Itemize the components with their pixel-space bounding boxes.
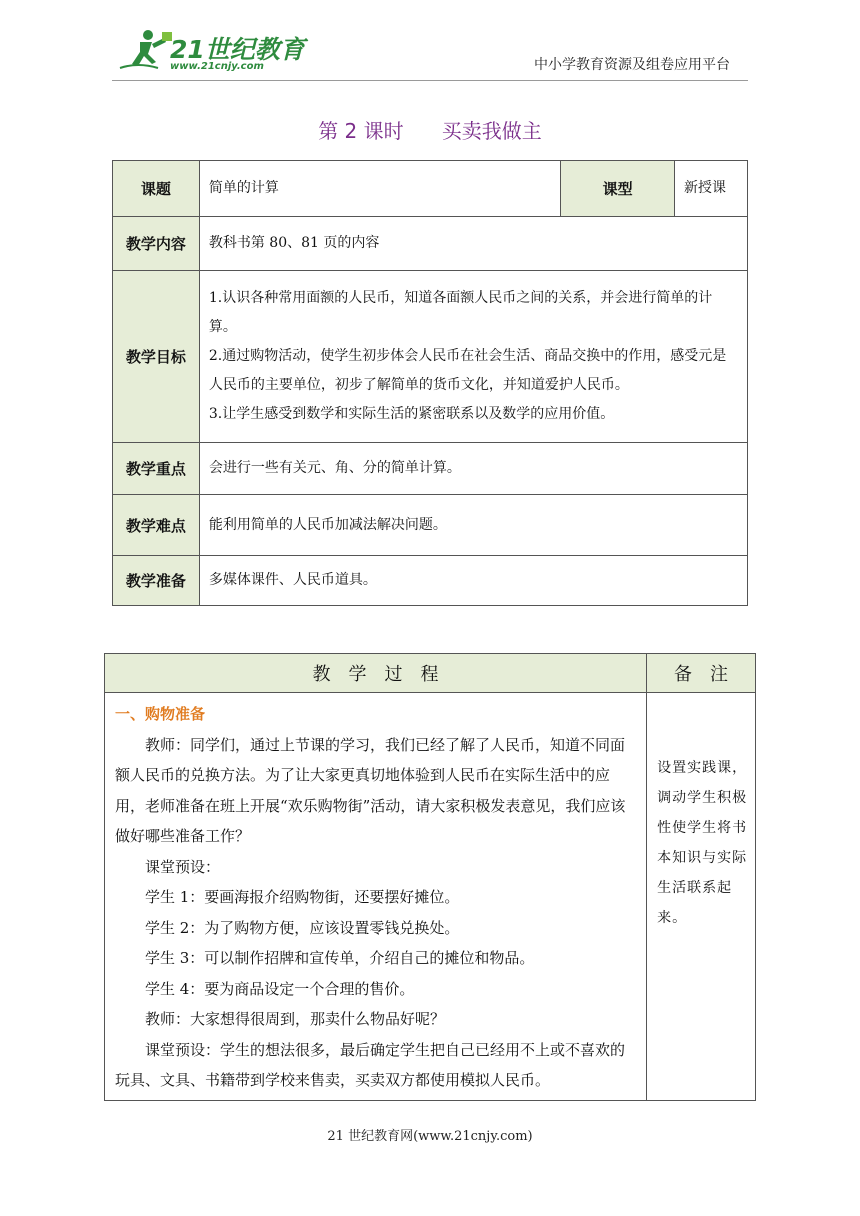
content-value: 教科书第 80、81 页的内容 bbox=[199, 217, 747, 271]
topic-row bbox=[113, 161, 748, 217]
header-divider bbox=[112, 80, 748, 81]
difficulty-row bbox=[113, 495, 748, 556]
content-row bbox=[113, 217, 748, 271]
goal-item: 3.让学生感受到数学和实际生活的紧密联系以及数学的应用价值。 bbox=[208, 406, 615, 422]
logo-url: www.21cnjy.com bbox=[170, 61, 264, 72]
goal-item: 2.通过购物活动，使学生初步体会人民币在社会生活、商品交换中的作用，感受元是人民币的主要单位，初步了解简单的货币文化，并知道爱护人民币。 bbox=[208, 348, 727, 393]
lesson-info-table bbox=[112, 160, 748, 606]
process-paragraph: 学生 3：可以制作招牌和宣传单，介绍自己的摊位和物品。 bbox=[145, 949, 535, 967]
platform-name: 中小学教育资源及组卷应用平台 bbox=[534, 57, 730, 73]
difficulty-label: 教学难点 bbox=[113, 495, 200, 556]
runner-logo-icon bbox=[118, 28, 174, 72]
key-row bbox=[113, 443, 748, 495]
key-value: 会进行一些有关元、角、分的简单计算。 bbox=[199, 443, 747, 495]
prep-label: 教学准备 bbox=[113, 556, 200, 606]
process-paragraph: 学生 2：为了购物方便，应该设置零钱兑换处。 bbox=[145, 918, 460, 937]
type-label: 课型 bbox=[561, 161, 675, 217]
process-note: 设置实践课，调动学生积极性使学生将书本知识与实际生活联系起来。 bbox=[647, 693, 756, 1101]
goals-row bbox=[113, 271, 748, 443]
key-label: 教学重点 bbox=[113, 443, 200, 495]
goals-label: 教学目标 bbox=[113, 271, 200, 443]
process-header: 教 学 过 程 bbox=[105, 654, 647, 693]
process-body-row bbox=[105, 693, 756, 1101]
process-header-row bbox=[105, 654, 756, 693]
process-paragraph: 课堂预设：学生的想法很多，最后确定学生把自己已经用不上或不喜欢的玩具、文具、书籍带到学校来售卖，买卖双方都使用模拟人民币。 bbox=[115, 1040, 626, 1089]
content-label: 教学内容 bbox=[113, 217, 200, 271]
type-value: 新授课 bbox=[675, 161, 748, 217]
process-content bbox=[105, 693, 647, 1101]
topic-label: 课题 bbox=[113, 161, 200, 217]
process-paragraph: 教师：同学们，通过上节课的学习，我们已经了解了人民币，知道不同面额人民币的兑换方法。为了让大家更真切地体验到人民币在实际生活中的应用，老师准备在班上开展“欢乐购物街”活动，请大家积极发表意见，我们应该做好哪些准备工作？ bbox=[115, 735, 626, 845]
lesson-title: 第 2 课时 买卖我做主 bbox=[318, 119, 542, 143]
process-paragraph: 课堂预设： bbox=[145, 857, 221, 876]
page-header bbox=[0, 0, 860, 90]
topic-value: 简单的计算 bbox=[199, 161, 560, 217]
process-paragraph: 教师：大家想得很周到，那卖什么物品好呢？ bbox=[145, 1010, 446, 1028]
goal-item: 1.认识各种常用面额的人民币，知道各面额人民币之间的关系，并会进行简单的计算。 bbox=[208, 290, 713, 335]
prep-row bbox=[113, 556, 748, 606]
logo-text: 21世纪教育 bbox=[170, 35, 305, 64]
section-title: 一、购物准备 bbox=[115, 705, 206, 723]
process-paragraph: 学生 4：要为商品设定一个合理的售价。 bbox=[145, 979, 415, 998]
page-footer: 21 世纪教育网(www.21cnjy.com) bbox=[327, 1129, 533, 1144]
prep-value: 多媒体课件、人民币道具。 bbox=[199, 556, 747, 606]
note-header: 备 注 bbox=[647, 654, 756, 693]
difficulty-value: 能利用简单的人民币加减法解决问题。 bbox=[199, 495, 747, 556]
teaching-process-table bbox=[104, 653, 756, 1101]
goals-value bbox=[199, 271, 747, 443]
process-paragraph: 学生 1：要画海报介绍购物街，还要摆好摊位。 bbox=[145, 888, 460, 906]
logo bbox=[118, 28, 305, 76]
